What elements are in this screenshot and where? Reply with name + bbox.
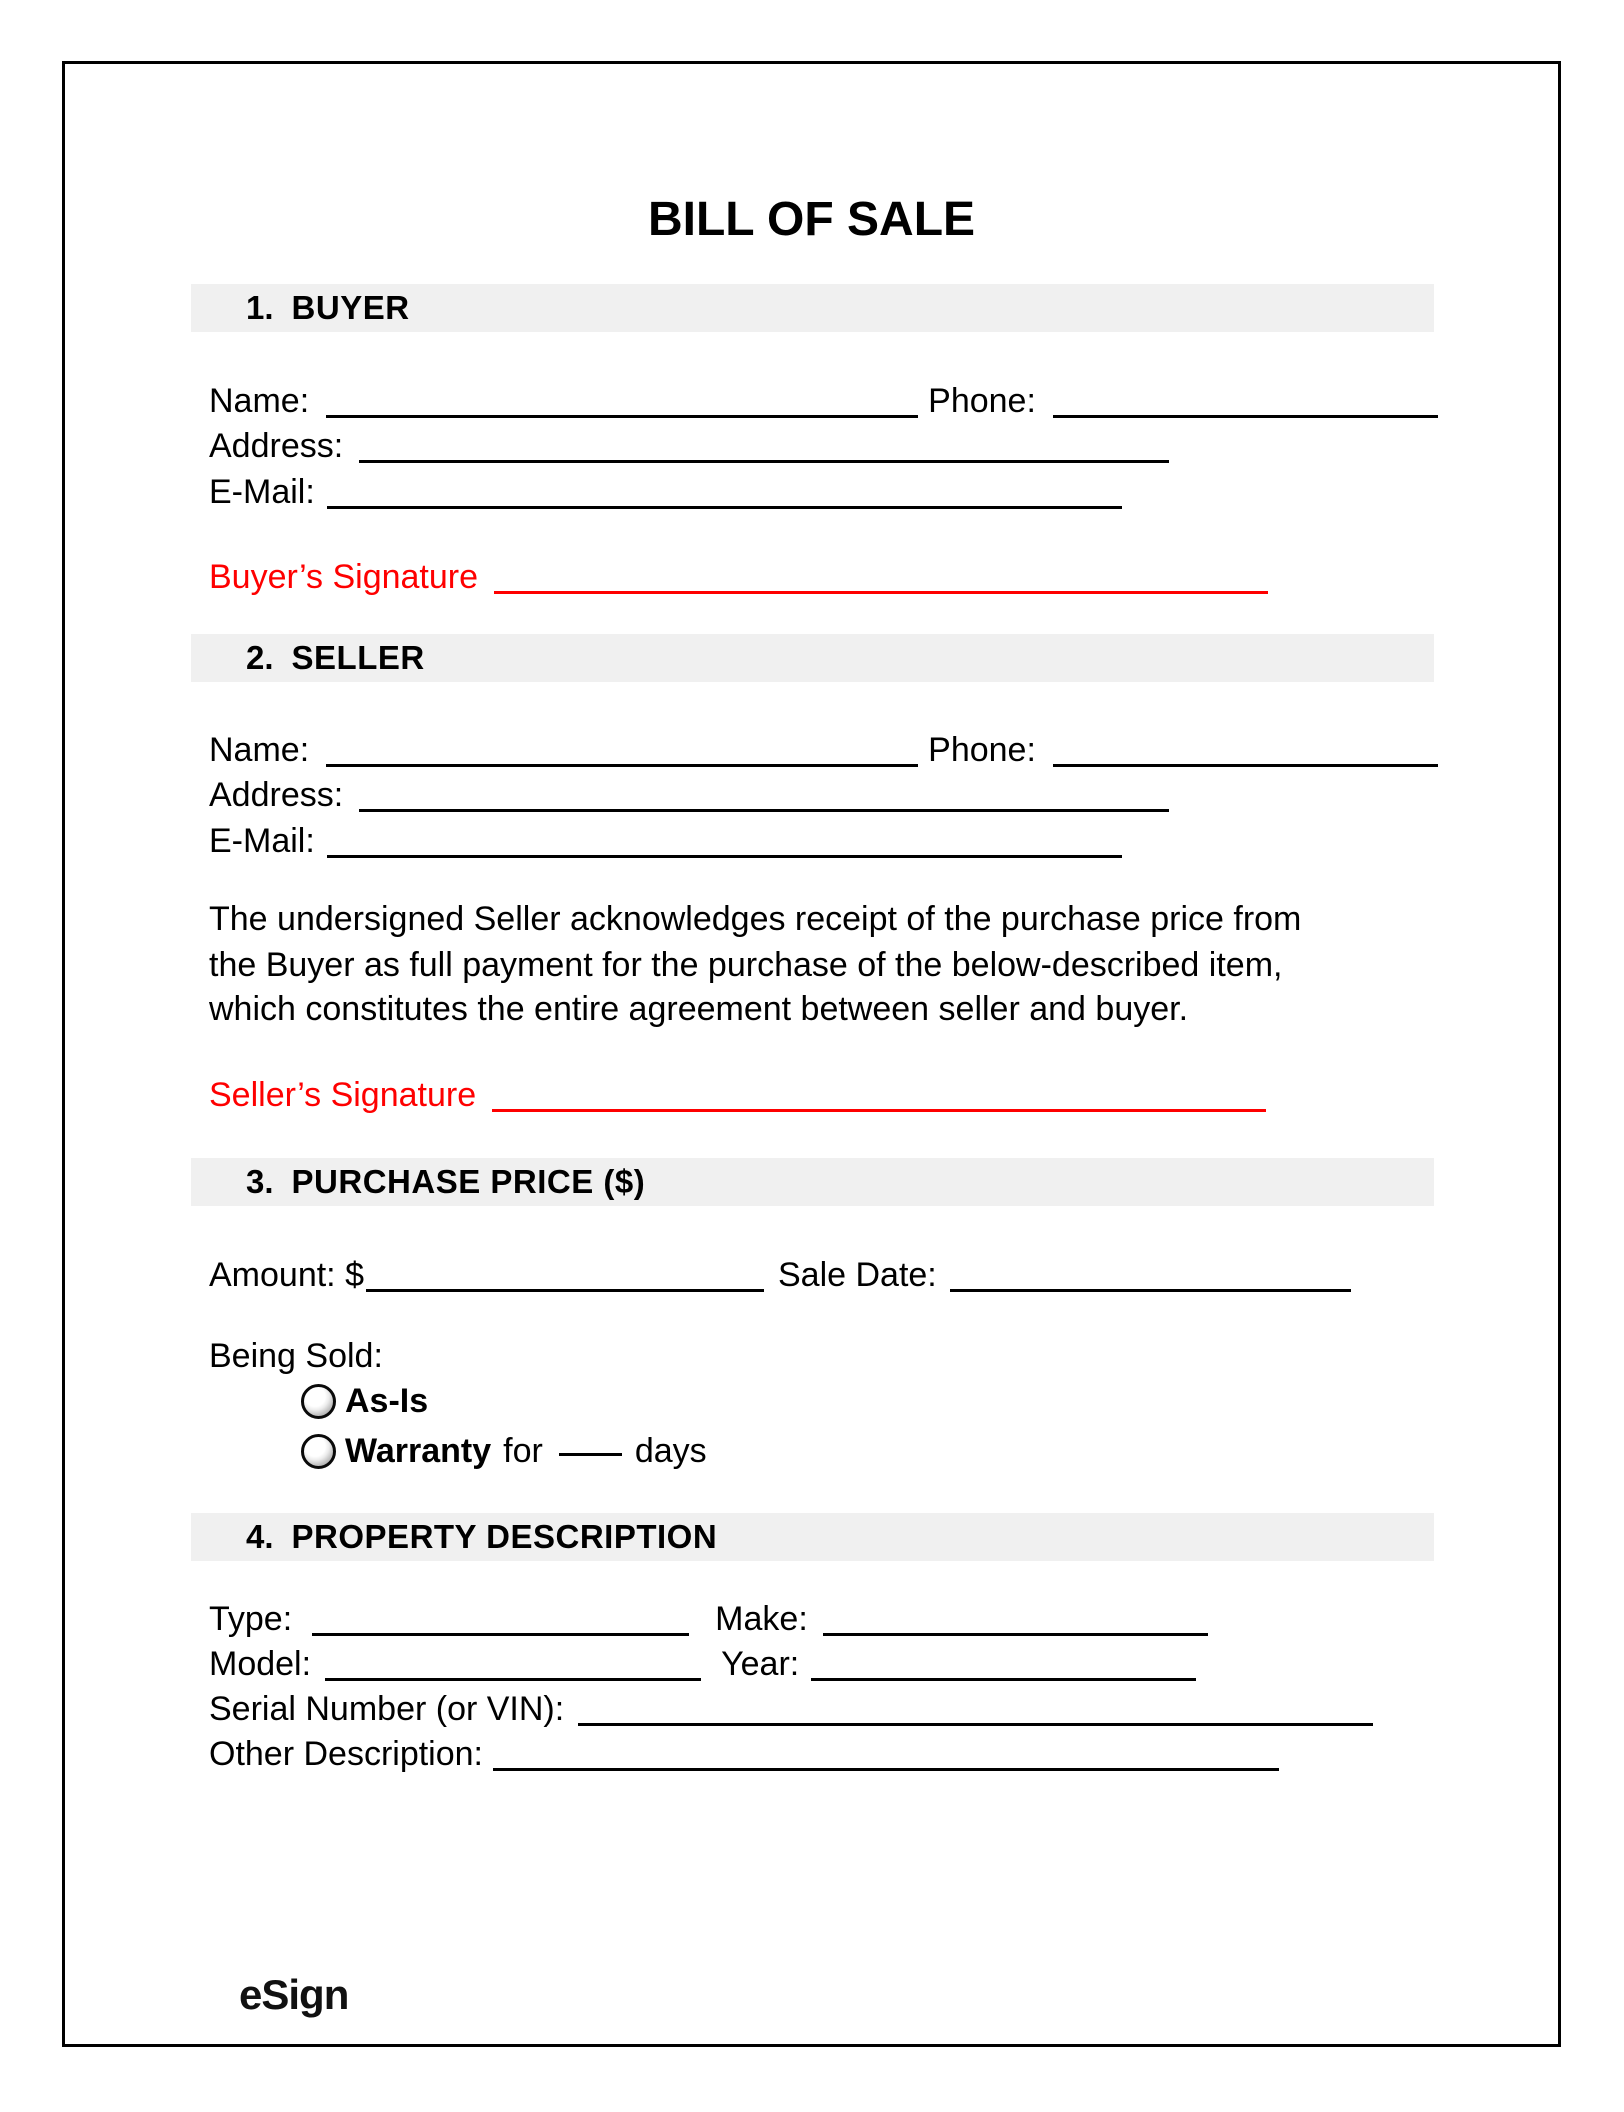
model-field[interactable] — [325, 1678, 701, 1681]
buyer-address-label: Address: — [209, 427, 344, 465]
amount-row — [209, 1252, 1434, 1298]
section-title: PURCHASE PRICE ($) — [291, 1163, 646, 1200]
seller-acknowledgment-line1: The undersigned Seller acknowledges receipt of the purchase price from — [209, 900, 1302, 938]
buyer-signature-row — [209, 554, 1434, 600]
section-number: 4. — [246, 1518, 274, 1555]
section-header-seller — [191, 634, 1434, 682]
section-number: 2. — [246, 639, 274, 676]
year-field[interactable] — [811, 1678, 1196, 1681]
esign-logo: eSign — [239, 1971, 349, 2018]
page-title: BILL OF SALE — [647, 193, 976, 246]
buyer-signature-label: Buyer’s Signature — [209, 558, 479, 596]
seller-email-field[interactable] — [327, 855, 1122, 858]
type-make-row — [209, 1596, 1434, 1642]
seller-name-label: Name: — [209, 731, 310, 769]
type-field[interactable] — [312, 1633, 689, 1636]
buyer-name-field[interactable] — [326, 415, 918, 418]
warranty-days-label: days — [634, 1431, 707, 1470]
make-label: Make: — [715, 1600, 808, 1638]
buyer-address-field[interactable] — [359, 460, 1169, 463]
bill-of-sale-document — [62, 61, 1561, 2047]
warranty-option-label: Warranty — [345, 1431, 492, 1470]
other-description-row — [209, 1731, 1434, 1777]
warranty-radio-button[interactable] — [301, 1434, 336, 1469]
seller-signature-field[interactable] — [492, 1109, 1266, 1112]
model-label: Model: — [209, 1645, 312, 1683]
buyer-phone-field[interactable] — [1053, 415, 1438, 418]
serial-number-field[interactable] — [578, 1723, 1373, 1726]
buyer-name-label: Name: — [209, 382, 310, 420]
buyer-phone-label: Phone: — [928, 382, 1036, 420]
buyer-signature-field[interactable] — [494, 591, 1268, 594]
serial-number-row — [209, 1686, 1434, 1732]
seller-acknowledgment-line3: which constitutes the entire agreement between seller and buyer. — [209, 990, 1189, 1028]
being-sold-row — [209, 1333, 1434, 1379]
section-number: 3. — [246, 1163, 274, 1200]
seller-email-label: E-Mail: — [209, 822, 315, 860]
seller-name-row — [209, 727, 1434, 773]
sale-date-field[interactable] — [950, 1289, 1351, 1292]
buyer-email-label: E-Mail: — [209, 473, 315, 511]
year-label: Year: — [721, 1645, 800, 1683]
section-header-buyer — [191, 284, 1434, 332]
being-sold-label: Being Sold: — [209, 1337, 383, 1375]
warranty-days-field[interactable] — [559, 1453, 622, 1456]
seller-name-field[interactable] — [326, 764, 918, 767]
section-title: PROPERTY DESCRIPTION — [291, 1518, 718, 1555]
sale-date-label: Sale Date: — [777, 1256, 937, 1294]
seller-signature-label: Seller’s Signature — [209, 1076, 477, 1114]
other-description-label: Other Description: — [209, 1735, 483, 1773]
section-header-property-description — [191, 1513, 1434, 1561]
warranty-for-label: for — [503, 1431, 543, 1470]
seller-address-field[interactable] — [359, 809, 1169, 812]
option-warranty-row — [301, 1428, 707, 1474]
buyer-address-row — [209, 423, 1434, 469]
other-description-field[interactable] — [493, 1768, 1279, 1771]
seller-email-row — [209, 818, 1434, 864]
seller-acknowledgment-line2: the Buyer as full payment for the purchase of the below-described item, — [209, 946, 1283, 984]
buyer-name-row — [209, 378, 1434, 424]
section-title: SELLER — [291, 639, 425, 676]
seller-address-row — [209, 772, 1434, 818]
buyer-email-field[interactable] — [327, 506, 1122, 509]
model-year-row — [209, 1641, 1434, 1687]
seller-phone-field[interactable] — [1053, 764, 1438, 767]
as-is-radio-button[interactable] — [301, 1384, 336, 1419]
serial-number-label: Serial Number (or VIN): — [209, 1690, 565, 1728]
make-field[interactable] — [823, 1633, 1208, 1636]
option-as-is-row — [301, 1378, 428, 1424]
amount-field[interactable] — [366, 1289, 764, 1292]
section-number: 1. — [246, 289, 274, 326]
buyer-email-row — [209, 469, 1434, 515]
seller-signature-row — [209, 1072, 1434, 1118]
section-header-purchase-price — [191, 1158, 1434, 1206]
type-label: Type: — [209, 1600, 293, 1638]
seller-address-label: Address: — [209, 776, 344, 814]
amount-label: Amount: $ — [209, 1256, 364, 1294]
seller-phone-label: Phone: — [928, 731, 1036, 769]
section-title: BUYER — [291, 289, 410, 326]
as-is-option-label: As-Is — [345, 1381, 429, 1420]
